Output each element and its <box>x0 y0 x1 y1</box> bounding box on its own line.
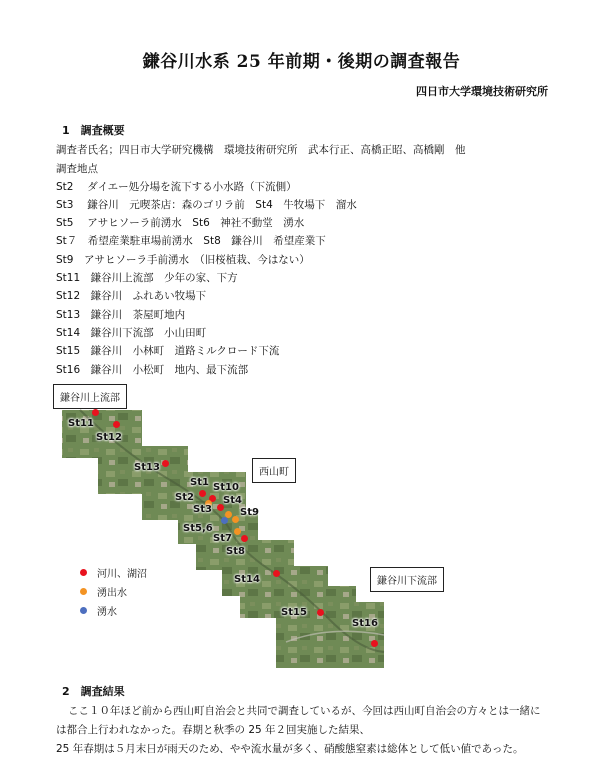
station-marker-st12 <box>113 421 120 428</box>
station-marker-st7 <box>234 528 241 535</box>
legend-spring-out <box>80 584 127 599</box>
station-label: St1 <box>190 477 209 488</box>
legend-blue-marker <box>80 607 87 614</box>
station-label: St12 <box>96 432 122 443</box>
station-marker-st1 <box>199 490 206 497</box>
station-label: St2 <box>175 492 194 503</box>
station-marker-st5-6 <box>221 517 228 524</box>
legend-spring-out-label: 湧出水 <box>97 588 127 599</box>
station-label: St4 <box>223 495 242 506</box>
site-line: St16 鎌谷川 小松町 地内、最下流部 <box>56 364 249 376</box>
site-line: St3 鎌谷川 元喫茶店：森のゴリラ前 St4 牛牧場下 溜水 <box>56 199 357 211</box>
legend-river <box>80 565 147 580</box>
site-line: St9 アサヒソーラ手前湧水 （旧桜植栽、今はない） <box>56 254 310 266</box>
station-marker-st16 <box>371 640 378 647</box>
station-label: St14 <box>234 574 260 585</box>
legend-orange-marker <box>80 588 87 595</box>
site-line: St12 鎌谷川 ふれあい牧場下 <box>56 290 207 302</box>
station-label: St10 <box>213 482 239 493</box>
site-line: St14 鎌谷川下流部 小山田町 <box>56 327 207 339</box>
callout-nishiyama: 西山町 <box>252 458 296 483</box>
station-label: St7 <box>213 533 232 544</box>
station-label: St11 <box>68 418 94 429</box>
station-label: St16 <box>352 618 378 629</box>
station-label: St9 <box>240 507 259 518</box>
result-line: 25 年春期は５月末日が雨天のため、やや流水量が多く、硝酸態窒素は総体として低い値であった。 <box>56 743 524 755</box>
station-label: St13 <box>134 462 160 473</box>
site-line: St７ 希望産業駐車場前湧水 St8 鎌谷川 希望産業下 <box>56 235 326 247</box>
legend-spring-label: 湧水 <box>97 607 117 618</box>
callout-downstream: 鎌谷川下流部 <box>370 567 444 592</box>
legend-red-marker <box>80 569 87 576</box>
station-label: St15 <box>281 607 307 618</box>
station-marker-st15 <box>317 609 324 616</box>
callout-upstream: 鎌谷川上流部 <box>53 384 127 409</box>
station-marker-st8 <box>241 535 248 542</box>
station-marker-st9 <box>232 516 239 523</box>
report-title: 鎌谷川水系 25 年前期・後期の調査報告 <box>142 52 461 72</box>
station-marker-st13 <box>162 460 169 467</box>
station-label: St8 <box>226 546 245 557</box>
legend-spring <box>80 603 117 618</box>
site-line: St15 鎌谷川 小林町 道路ミルクロード下流 <box>56 345 280 357</box>
site-line: St11 鎌谷川上流部 少年の家、下方 <box>56 272 238 284</box>
legend-river-label: 河川、湖沼 <box>97 569 147 580</box>
section1-heading: 1 調査概要 <box>62 124 125 137</box>
result-line: ここ１０年ほど前から西山町自治会と共同で調査しているが、今回は西山町自治会の方々とは一緒に <box>68 705 541 717</box>
affiliation: 四日市大学環境技術研究所 <box>416 85 548 98</box>
sites-heading: 調査地点 <box>56 163 98 175</box>
section2-heading: 2 調査結果 <box>62 685 125 698</box>
station-marker-st11 <box>92 409 99 416</box>
site-line: St5 アサヒソーラ前湧水 St6 神社不動堂 湧水 <box>56 217 305 229</box>
site-line: St2 ダイエー処分場を流下する小水路（下流側） <box>56 181 297 193</box>
investigators-line: 調査者氏名；四日市大学研究機構 環境技術研究所 武本行正、高橋正昭、高橋剛 他 <box>56 144 466 156</box>
site-line: St13 鎌谷川 茶屋町地内 <box>56 309 186 321</box>
station-label: St5,6 <box>183 523 213 534</box>
station-label: St3 <box>193 504 212 515</box>
station-marker-st14 <box>273 570 280 577</box>
aerial-map <box>0 380 603 670</box>
result-line: は都合上行われなかった。春期と秋季の 25 年２回実施した結果、 <box>56 724 371 736</box>
